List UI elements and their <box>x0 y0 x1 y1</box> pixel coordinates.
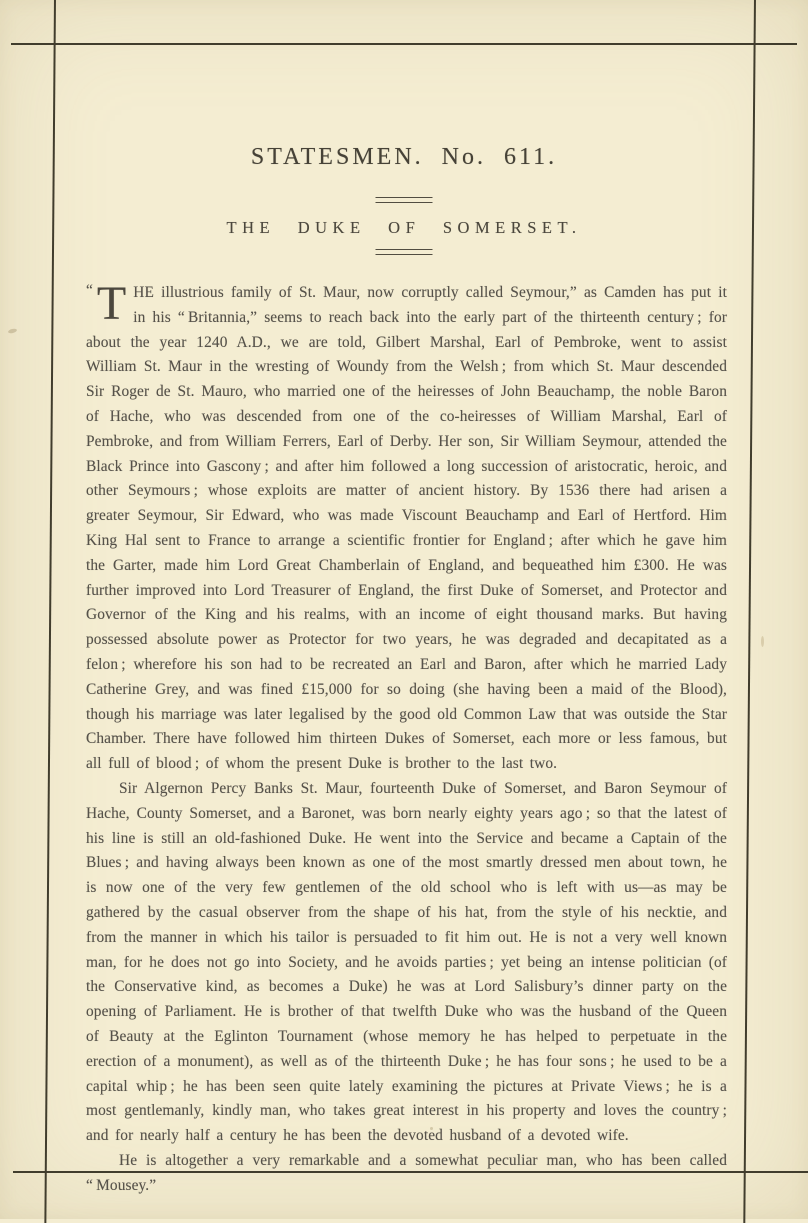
drop-cap: T <box>96 277 127 330</box>
paper-stain <box>8 328 18 334</box>
series-title: STATESMEN. No. 611. <box>250 144 558 170</box>
paragraph-1 <box>86 277 727 777</box>
border-rule-left <box>44 0 56 1223</box>
drop-cap-group <box>86 277 127 330</box>
border-rule-right <box>743 0 756 1223</box>
paragraph-3: He is altogether a very remarkable and a somewhat peculiar man, who has been called “ Mousey.” <box>86 1151 727 1194</box>
opening-quote: “ <box>86 282 94 299</box>
paragraph-2: Sir Algernon Percy Banks St. Maur, fourteenth Duke of Somerset, and Baron Seymour of Hache, County Somerset, and a Baronet, was born nearly eighty years ago ; so that the latest of his line is still an old-fashioned Duke. He went into the Service and became a Captain of the Blues ; and having always been known as one of the most smartly dressed men about town, he is now one of the very few gentlemen of the old school who is left with us—as may be gathered by the casual observer from the shape of his hat, from the style of his necktie, and from the manner in which his tailor is persuaded to fit him out. He is not a very well known man, for he does not go into Society, and he avoids parties ; yet being an intense politician (of the Conservative kind, as becomes a Duke) he was at Lord Salisbury’s dinner party on the opening of Parliament. He is brother of that twelfth Duke who was the husband of the Queen of Beauty at the Eglinton Tournament (whose memory he has helped to perpetuate in the erection of a monument), as well as of the thirteenth Duke ; he has four sons ; he used to be a capital whip ; he has been seen quite lately examining the pictures at Private Views ; he is a most gentlemanly, kindly man, who takes great interest in his property and loves the country ; and for nearly half a century he has been the devoted husband of a devoted wife. <box>86 779 727 1145</box>
article-body <box>86 277 727 1198</box>
double-rule-divider <box>376 197 433 203</box>
article-title: THE DUKE OF SOMERSET. <box>226 218 582 237</box>
double-rule-divider <box>376 249 433 255</box>
border-rule-top <box>11 43 797 45</box>
paper-stain <box>761 636 764 647</box>
paragraph-1-text: HE illustrious family of St. Maur, now corruptly called Seymour,” as Camden has put it in his “ Britannia,” seems to reach back into the early part of the thirteenth century ; for about the year 1240 A.D., we are told, Gilbert Marshal, Earl of Pembroke, went to assist William St. Maur in the wresting of Woundy from the Welsh ; from which St. Maur descended Sir Roger de St. Mauro, who married one of the heiresses of John Beauchamp, the noble Baron of Hache, who was descended from one of the co-heiresses of William Marshal, Earl of Pembroke, and from William Ferrers, Earl of Derby. Her son, Sir William Seymour, attended the Black Prince into Gascony ; and after him followed a long succession of aristocratic, heroic, and other Seymours ; whose exploits are matter of ancient history. By 1536 there had arisen a greater Seymour, Sir Edward, who was made Viscount Beauchamp and Earl of Hertford. Him King Hal sent to France to arrange a scientific frontier for England ; after which he gave him the Garter, made him Lord Great Chamberlain of England, and bequeathed him £300. He was further improved into Lord Treasurer of England, the first Duke of Somerset, and Protector and Governor of the King and his realms, with an income of eight thousand marks. But having possessed absolute power as Protector for two years, he was degraded and decapitated as a felon ; wherefore his son had to be recreated an Earl and Baron, after which he married Lady Catherine Grey, and was fined £15,000 for so doing (she having been a maid of the Blood), though his marriage was later legalised by the good old Common Law that was outside the Star Chamber. There have followed him thirteen Dukes of Somerset, each more or less famous, but all full of blood ; of whom the present Duke is brother to the last two. <box>86 284 727 773</box>
